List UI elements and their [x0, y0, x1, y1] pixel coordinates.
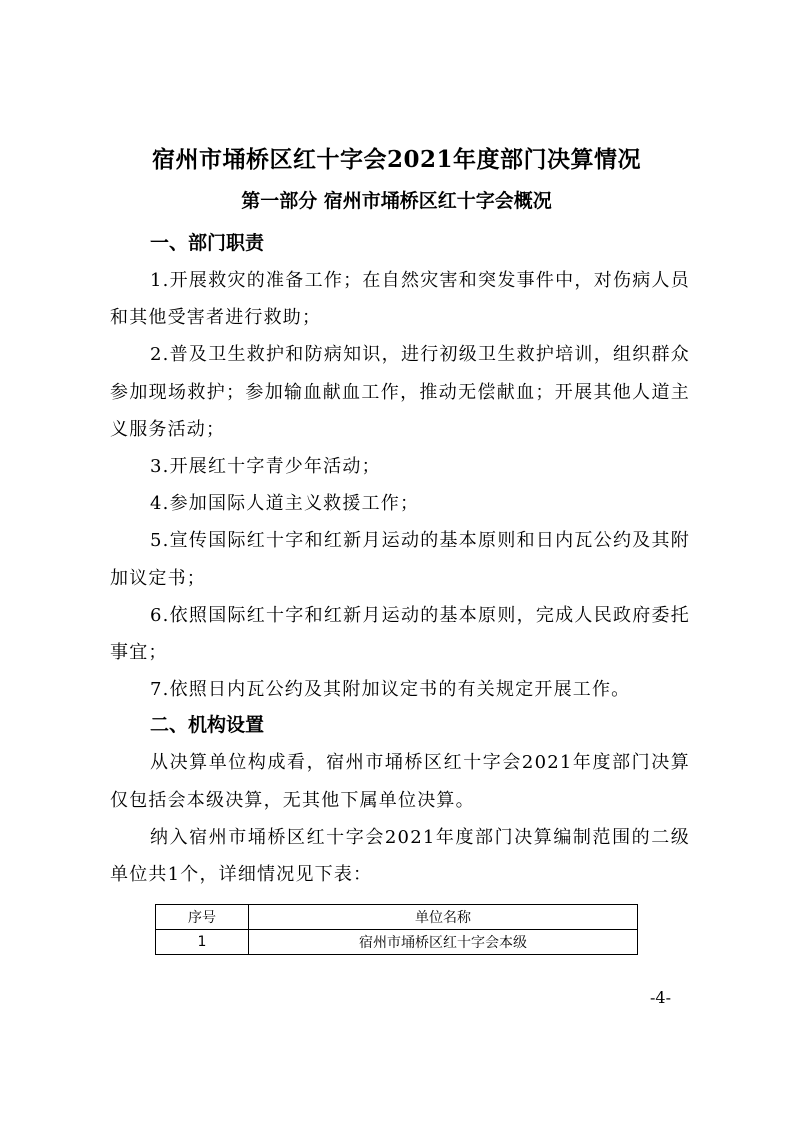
structure-paragraph-1: 从决算单位构成看，宿州市埇桥区红十字会2021年度部门决算仅包括会本级决算，无其他下属单位决算。 — [110, 752, 690, 811]
duty-item-6: 6.依照国际红十字和红新月运动的基本原则，完成人民政府委托事宜； — [110, 604, 690, 664]
duty-item-3: 3.开展红十字青少年活动； — [150, 456, 381, 478]
table-cell-unit-name: 宿州市埇桥区红十字会本级 — [249, 930, 638, 955]
duty-item-5: 5.宣传国际红十字和红新月运动的基本原则和日内瓦公约及其附加议定书； — [110, 530, 690, 589]
page-subtitle: 第一部分 宿州市埇桥区红十字会概况 — [241, 190, 552, 212]
table-header-row — [156, 905, 638, 930]
section-heading-duties: 一、部门职责 — [150, 232, 265, 254]
section-heading-structure: 二、机构设置 — [150, 714, 265, 737]
duty-item-4: 4.参加国际人道主义救援工作； — [150, 493, 420, 515]
column-header-unit-name: 单位名称 — [249, 905, 638, 930]
column-header-index: 序号 — [156, 905, 249, 930]
duty-item-2: 2.普及卫生救护和防病知识，进行初级卫生救护培训，组织群众参加现场救护；参加输血献血工作，推动无偿献血；开展其他人道主义服务活动； — [110, 344, 690, 440]
structure-paragraph-2: 纳入宿州市埇桥区红十字会2021年度部门决算编制范围的二级单位共1个，详细情况见下表： — [110, 826, 690, 886]
duty-item-7: 7.依照日内瓦公约及其附加议定书的有关规定开展工作。 — [150, 679, 631, 701]
table-row — [156, 930, 638, 955]
page-number: -4- — [650, 988, 671, 1007]
duty-item-1: 1.开展救灾的准备工作；在自然灾害和突发事件中，对伤病人员和其他受害者进行救助； — [110, 270, 690, 329]
table-cell-index: 1 — [156, 930, 249, 955]
document-body — [110, 226, 690, 893]
page-title: 宿州市埇桥区红十字会2021年度部门决算情况 — [151, 146, 641, 173]
unit-table — [155, 904, 638, 955]
